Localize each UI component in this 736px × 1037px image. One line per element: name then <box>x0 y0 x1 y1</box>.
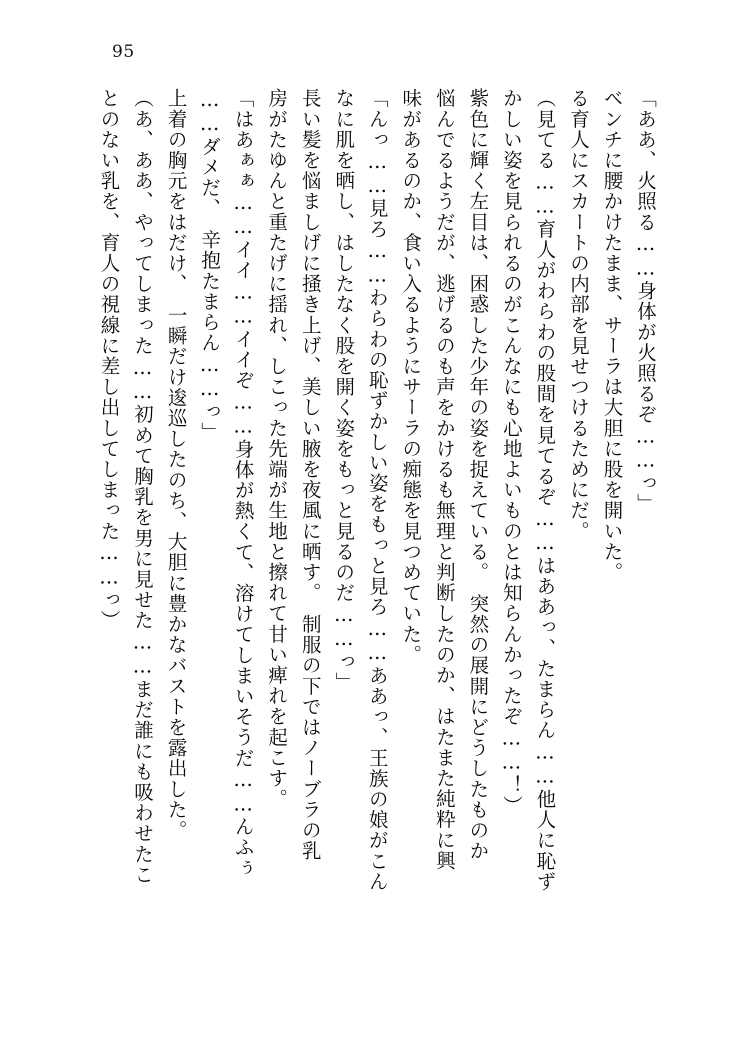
body-paragraph: とのない乳を、育人の視線に差し出してしまった……っ） <box>97 88 121 631</box>
body-paragraph: 紫色に輝く左目は、困惑した少年の姿を捉えている。 突然の展開にどうしたものか <box>466 88 490 862</box>
body-paragraph: る育人にスカートの内部を見せつけるためにだ。 <box>566 88 590 542</box>
body-text <box>97 88 662 956</box>
body-paragraph: 上着の胸元をはだけ、 一瞬だけ逡巡したのち、大胆に豊かなバストを露出した。 <box>164 88 188 841</box>
body-paragraph: かしい姿を見られるのがこんなにも心地よいものとは知らんかったぞ……！） <box>499 88 523 816</box>
body-paragraph: 房がたゆんと重たげに揺れ、しこった先端が生地と擦れて甘い痺れを起こす。 <box>265 88 289 809</box>
body-paragraph: 「ああ、火照る……身体が火照るぞ……っ」 <box>634 88 657 514</box>
body-paragraph: （見てる……育人がわらわの股間を見てるぞ……はああっ、たまらん……他人に恥ず <box>533 88 557 892</box>
body-paragraph: 味があるのか、食い入るようにサーラの痴態を見つめていた。 <box>399 88 423 665</box>
page-number: 95 <box>112 42 135 62</box>
body-paragraph: （あ、ああ、やってしまった……初めて胸乳を男に見せた……まだ誰にも吸わせたこ <box>131 88 155 885</box>
body-paragraph: 長い髪を悩ましげに掻き上げ、美しい腋を夜風に晒す。 制服の下ではノーブラの乳 <box>298 88 322 862</box>
body-paragraph: 悩んでるようだが、逃げるのも声をかけるも無理と判断したのか、はたまた純粋に興 <box>432 88 456 871</box>
body-paragraph: ……ダメだ、 辛抱たまらん……っ」 <box>198 88 222 443</box>
body-paragraph: 「んっ……見ろ……わらわの恥ずかしい姿をもっと見ろ……ああっ、王族の娘がこん <box>365 88 389 892</box>
body-paragraph: 「はあぁぁ……イイ……イイぞ……身体が熱くて、溶けてしまいそうだ……んふぅ <box>231 88 255 879</box>
body-paragraph: ベンチに腰かけたまま、サーラは大胆に股を開いた。 <box>600 88 624 583</box>
body-paragraph: なに肌を晒し、はしたなく股を開く姿をもっと見るのだ……っ」 <box>332 88 356 693</box>
